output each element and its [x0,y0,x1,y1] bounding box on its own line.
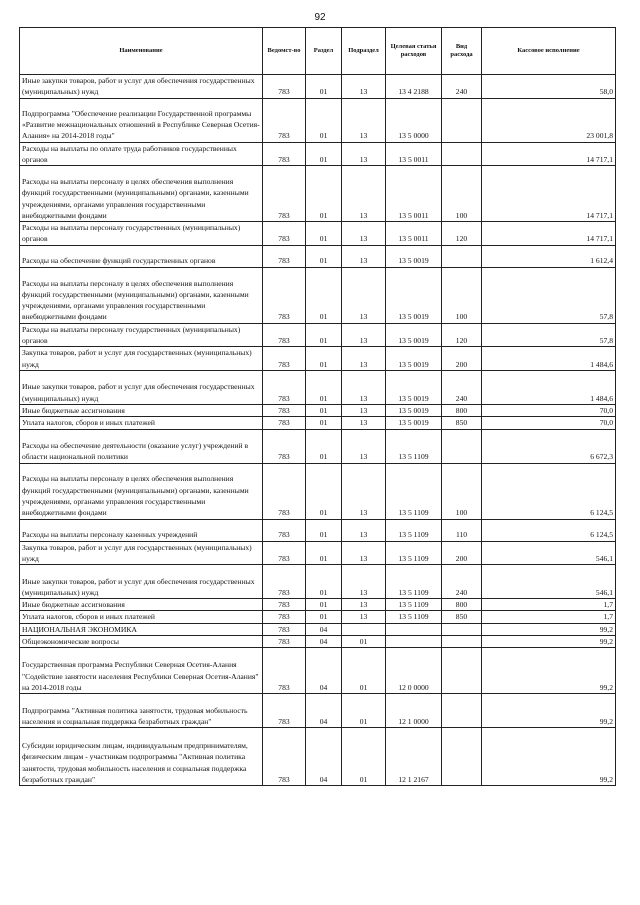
table-row [20,519,616,541]
row-name: Уплата налогов, сборов и иных платежей [20,417,263,429]
row-subsection: 01 [342,694,386,728]
row-section: 01 [306,519,342,541]
row-subsection: 13 [342,599,386,611]
table-row [20,728,616,786]
row-expense-type [442,694,482,728]
header-target: Целевая статья расходов [386,28,442,75]
row-section: 01 [306,611,342,623]
row-subsection: 13 [342,323,386,347]
row-name: Расходы на обеспечение деятельности (оказание услуг) учреждений в области национальной политики [20,429,263,463]
row-target: 13 5 1109 [386,429,442,463]
row-subsection: 01 [342,728,386,786]
row-section: 04 [306,636,342,648]
row-expense-type: 120 [442,222,482,246]
row-subsection: 13 [342,417,386,429]
row-name: Подпрограмма "Обеспечение реализации Государственной программы «Развитие межнациональных отношений в Республике Северная Осетия-Алания» на 2014-2018 годы" [20,98,263,142]
row-name: Расходы на выплаты персоналу в целях обеспечения выполнения функций государственными (муниципальными) органами, казенными учреждениями, органами управления государственными внебюджетными фондами [20,267,263,323]
table-row [20,75,616,99]
row-name: Подпрограмма "Активная политика занятости, трудовая мобильность населения и социальная поддержка безработных граждан" [20,694,263,728]
row-name: Иные бюджетные ассигнования [20,404,263,416]
row-expense-type: 240 [442,565,482,599]
row-name: Расходы на выплаты по оплате труда работников государственных органов [20,142,263,166]
row-expense-type: 200 [442,541,482,565]
row-subsection: 13 [342,245,386,267]
table-row [20,267,616,323]
row-subsection: 13 [342,541,386,565]
row-subsection: 13 [342,267,386,323]
row-name: Общеэкономические вопросы [20,636,263,648]
row-amount: 99,2 [482,623,616,635]
row-section: 01 [306,142,342,166]
row-section: 01 [306,463,342,519]
row-target [386,623,442,635]
row-section: 01 [306,429,342,463]
row-subsection: 13 [342,463,386,519]
row-section: 01 [306,347,342,371]
row-expense-type: 120 [442,323,482,347]
row-target: 13 5 1109 [386,565,442,599]
row-section: 04 [306,694,342,728]
table-header-row [20,28,616,75]
table-row [20,166,616,222]
row-section: 01 [306,267,342,323]
row-section: 01 [306,323,342,347]
budget-execution-table [19,27,616,786]
row-subsection: 13 [342,404,386,416]
row-expense-type [442,98,482,142]
row-subsection: 13 [342,519,386,541]
header-section: Раздел [306,28,342,75]
row-expense-type [442,245,482,267]
row-expense-type: 200 [442,347,482,371]
row-section: 01 [306,98,342,142]
row-subsection: 13 [342,98,386,142]
row-section: 01 [306,417,342,429]
row-section: 01 [306,166,342,222]
table-row [20,623,616,635]
row-dept: 783 [263,623,306,635]
row-expense-type: 850 [442,611,482,623]
header-subsection: Подраздел [342,28,386,75]
row-section: 01 [306,404,342,416]
row-dept: 783 [263,636,306,648]
row-amount: 23 001,8 [482,98,616,142]
row-target: 13 5 1109 [386,541,442,565]
row-amount: 99,2 [482,648,616,694]
row-dept: 783 [263,565,306,599]
row-name: Расходы на выплаты персоналу в целях обеспечения выполнения функций государственными (муниципальными) органами, казенными учреждениями, органами управления государственными внебюджетными фондами [20,166,263,222]
row-name: Иные закупки товаров, работ и услуг для обеспечения государственных (муниципальных) нужд [20,565,263,599]
table-row [20,222,616,246]
row-name: Уплата налогов, сборов и иных платежей [20,611,263,623]
row-amount: 1 484,6 [482,347,616,371]
row-target: 13 5 0019 [386,370,442,404]
row-target: 13 5 0019 [386,245,442,267]
row-amount: 6 672,3 [482,429,616,463]
row-name: Расходы на выплаты персоналу казенных учреждений [20,519,263,541]
row-name: Расходы на выплаты персоналу государственных (муниципальных) органов [20,323,263,347]
row-subsection [342,623,386,635]
row-subsection: 13 [342,611,386,623]
row-expense-type: 100 [442,267,482,323]
header-execution: Кассовое исполнение [482,28,616,75]
row-amount: 1 484,6 [482,370,616,404]
row-subsection: 13 [342,142,386,166]
row-expense-type [442,648,482,694]
table-row [20,347,616,371]
header-dept: Ведомст-во [263,28,306,75]
row-name: Расходы на выплаты персоналу государственных (муниципальных) органов [20,222,263,246]
table-row [20,429,616,463]
row-dept: 783 [263,347,306,371]
row-name: Расходы на обеспечение функций государственных органов [20,245,263,267]
row-target: 13 5 0011 [386,222,442,246]
row-dept: 783 [263,222,306,246]
row-amount: 57,8 [482,323,616,347]
row-name: Закупка товаров, работ и услуг для государственных (муниципальных) нужд [20,541,263,565]
row-name: НАЦИОНАЛЬНАЯ ЭКОНОМИКА [20,623,263,635]
row-amount: 546,1 [482,541,616,565]
table-row [20,245,616,267]
table-row [20,694,616,728]
row-dept: 783 [263,98,306,142]
row-section: 01 [306,245,342,267]
row-target: 13 5 0019 [386,267,442,323]
row-dept: 783 [263,267,306,323]
table-row [20,323,616,347]
row-dept: 783 [263,429,306,463]
row-dept: 783 [263,463,306,519]
row-amount: 99,2 [482,728,616,786]
row-target: 12 1 0000 [386,694,442,728]
row-amount: 70,0 [482,404,616,416]
row-target: 13 5 1109 [386,519,442,541]
row-expense-type: 100 [442,166,482,222]
row-amount: 99,2 [482,694,616,728]
row-target: 13 5 0019 [386,417,442,429]
row-target: 13 5 0011 [386,142,442,166]
row-amount: 99,2 [482,636,616,648]
row-amount: 14 717,1 [482,142,616,166]
row-amount: 58,0 [482,75,616,99]
row-target [386,636,442,648]
row-section: 01 [306,541,342,565]
table-row [20,370,616,404]
table-row [20,636,616,648]
header-name: Наименование [20,28,263,75]
row-subsection: 13 [342,347,386,371]
table-row [20,565,616,599]
row-section: 01 [306,599,342,611]
table-row [20,98,616,142]
table-row [20,541,616,565]
row-name: Иные бюджетные ассигнования [20,599,263,611]
row-target: 12 0 0000 [386,648,442,694]
row-target: 13 5 0000 [386,98,442,142]
row-name: Субсидии юридическим лицам, индивидуальным предпринимателям, физическим лицам - участникам подпрограммы "Активная политика занятости, трудовая мобильность населения и социальная поддержка безработных граждан" [20,728,263,786]
row-name: Расходы на выплаты персоналу в целях обеспечения выполнения функций государственными (муниципальными) органами, казенными учреждениями, органами управления государственными внебюджетными фондами [20,463,263,519]
row-name: Иные закупки товаров, работ и услуг для обеспечения государственных (муниципальных) нужд [20,75,263,99]
row-dept: 783 [263,599,306,611]
row-subsection: 01 [342,648,386,694]
row-dept: 783 [263,245,306,267]
row-expense-type: 800 [442,599,482,611]
row-amount: 1,7 [482,599,616,611]
row-expense-type: 110 [442,519,482,541]
row-subsection: 01 [342,636,386,648]
row-expense-type [442,636,482,648]
table-row [20,417,616,429]
row-amount: 6 124,5 [482,463,616,519]
row-target: 13 5 1109 [386,611,442,623]
row-amount: 6 124,5 [482,519,616,541]
row-target: 13 5 0019 [386,404,442,416]
table-row [20,611,616,623]
row-dept: 783 [263,728,306,786]
row-dept: 783 [263,519,306,541]
row-dept: 783 [263,611,306,623]
row-expense-type: 850 [442,417,482,429]
row-dept: 783 [263,370,306,404]
row-expense-type [442,623,482,635]
row-dept: 783 [263,541,306,565]
row-target: 13 4 2188 [386,75,442,99]
row-target: 13 5 0019 [386,347,442,371]
row-name: Закупка товаров, работ и услуг для государственных (муниципальных) нужд [20,347,263,371]
row-subsection: 13 [342,429,386,463]
row-expense-type: 800 [442,404,482,416]
row-section: 01 [306,370,342,404]
row-target: 12 1 2167 [386,728,442,786]
row-subsection: 13 [342,370,386,404]
row-name: Иные закупки товаров, работ и услуг для обеспечения государственных (муниципальных) нужд [20,370,263,404]
row-expense-type: 240 [442,370,482,404]
row-name: Государственная программа Республики Северная Осетия-Алания "Содействие занятости населения Республики Северная Осетия-Алания" на 2014-2018 годы [20,648,263,694]
row-subsection: 13 [342,565,386,599]
row-subsection: 13 [342,166,386,222]
row-expense-type: 240 [442,75,482,99]
row-expense-type [442,429,482,463]
row-dept: 783 [263,166,306,222]
row-dept: 783 [263,404,306,416]
row-amount: 1 612,4 [482,245,616,267]
header-expense-type: Вид расхода [442,28,482,75]
row-section: 01 [306,565,342,599]
row-target: 13 5 1109 [386,463,442,519]
table-row [20,599,616,611]
row-target: 13 5 0011 [386,166,442,222]
row-amount: 1,7 [482,611,616,623]
row-expense-type [442,142,482,166]
row-expense-type [442,728,482,786]
row-amount: 546,1 [482,565,616,599]
row-dept: 783 [263,694,306,728]
row-section: 01 [306,75,342,99]
row-dept: 783 [263,417,306,429]
row-amount: 70,0 [482,417,616,429]
row-dept: 783 [263,323,306,347]
table-row [20,648,616,694]
row-section: 04 [306,728,342,786]
row-subsection: 13 [342,222,386,246]
table-row [20,404,616,416]
row-target: 13 5 1109 [386,599,442,611]
row-section: 04 [306,623,342,635]
row-amount: 14 717,1 [482,222,616,246]
row-section: 04 [306,648,342,694]
row-subsection: 13 [342,75,386,99]
table-row [20,142,616,166]
row-amount: 57,8 [482,267,616,323]
row-amount: 14 717,1 [482,166,616,222]
row-target: 13 5 0019 [386,323,442,347]
page-number: 92 [314,12,326,23]
table-row [20,463,616,519]
row-expense-type: 100 [442,463,482,519]
row-dept: 783 [263,648,306,694]
row-dept: 783 [263,75,306,99]
row-section: 01 [306,222,342,246]
row-dept: 783 [263,142,306,166]
